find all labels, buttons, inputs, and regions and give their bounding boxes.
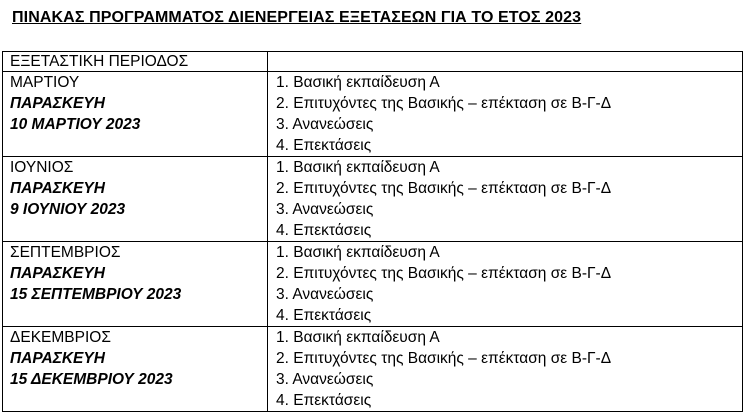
period-date: 9 ΙΟΥΝΙΟΥ 2023: [10, 201, 126, 218]
exam-types-cell: [268, 157, 743, 242]
exam-types-cell: [268, 242, 743, 327]
exam-types-cell: [268, 327, 743, 412]
table-header-row: [3, 52, 743, 72]
period-cell: [3, 242, 268, 327]
exam-type-item: 1. Βασική εκπαίδευση Α: [276, 329, 440, 346]
period-date: 10 ΜΑΡΤΙΟΥ 2023: [10, 116, 141, 133]
period-day: ΠΑΡΑΣΚΕΥΗ: [10, 180, 105, 197]
period-day: ΠΑΡΑΣΚΕΥΗ: [10, 95, 105, 112]
exam-type-item: 4. Επεκτάσεις: [276, 392, 372, 409]
exam-schedule-table: [2, 51, 743, 412]
header-cell-empty: [268, 52, 743, 72]
exam-type-item: 1. Βασική εκπαίδευση Α: [276, 244, 440, 261]
exam-type-item: 3. Ανανεώσεις: [276, 201, 374, 218]
period-month: ΜΑΡΤΙΟΥ: [10, 74, 80, 91]
exam-types-cell: [268, 72, 743, 157]
exam-type-item: 3. Ανανεώσεις: [276, 286, 374, 303]
exam-type-item: 2. Επιτυχόντες της Βασικής – επέκταση σε Β-Γ-Δ: [276, 265, 612, 282]
table-row: [3, 327, 743, 412]
header-cell-period: ΕΞΕΤΑΣΤΙΚΗ ΠΕΡΙΟΔΟΣ: [3, 52, 268, 72]
period-date: 15 ΣΕΠΤΕΜΒΡΙΟΥ 2023: [10, 286, 182, 303]
period-date: 15 ΔΕΚΕΜΒΡΙΟΥ 2023: [10, 371, 173, 388]
exam-type-item: 4. Επεκτάσεις: [276, 137, 372, 154]
table-row: [3, 242, 743, 327]
period-month: ΔΕΚΕΜΒΡΙΟΣ: [10, 329, 111, 346]
exam-type-item: 2. Επιτυχόντες της Βασικής – επέκταση σε Β-Γ-Δ: [276, 350, 612, 367]
period-day: ΠΑΡΑΣΚΕΥΗ: [10, 350, 105, 367]
table-row: [3, 157, 743, 242]
period-cell: [3, 72, 268, 157]
period-cell: [3, 157, 268, 242]
exam-type-item: 1. Βασική εκπαίδευση Α: [276, 159, 440, 176]
exam-type-item: 1. Βασική εκπαίδευση Α: [276, 74, 440, 91]
period-cell: [3, 327, 268, 412]
table-row: [3, 72, 743, 157]
period-month: ΙΟΥΝΙΟΣ: [10, 159, 74, 176]
exam-type-item: 3. Ανανεώσεις: [276, 116, 374, 133]
period-day: ΠΑΡΑΣΚΕΥΗ: [10, 265, 105, 282]
exam-type-item: 4. Επεκτάσεις: [276, 307, 372, 324]
period-month: ΣΕΠΤΕΜΒΡΙΟΣ: [10, 244, 121, 261]
exam-type-item: 2. Επιτυχόντες της Βασικής – επέκταση σε Β-Γ-Δ: [276, 180, 612, 197]
exam-type-item: 2. Επιτυχόντες της Βασικής – επέκταση σε Β-Γ-Δ: [276, 95, 612, 112]
exam-type-item: 4. Επεκτάσεις: [276, 222, 372, 239]
document-title: ΠΙΝΑΚΑΣ ΠΡΟΓΡΑΜΜΑΤΟΣ ΔΙΕΝΕΡΓΕΙΑΣ ΕΞΕΤΑΣΕΩΝ ΓΙΑ ΤΟ ΕΤΟΣ 2023: [12, 9, 582, 26]
exam-type-item: 3. Ανανεώσεις: [276, 371, 374, 388]
